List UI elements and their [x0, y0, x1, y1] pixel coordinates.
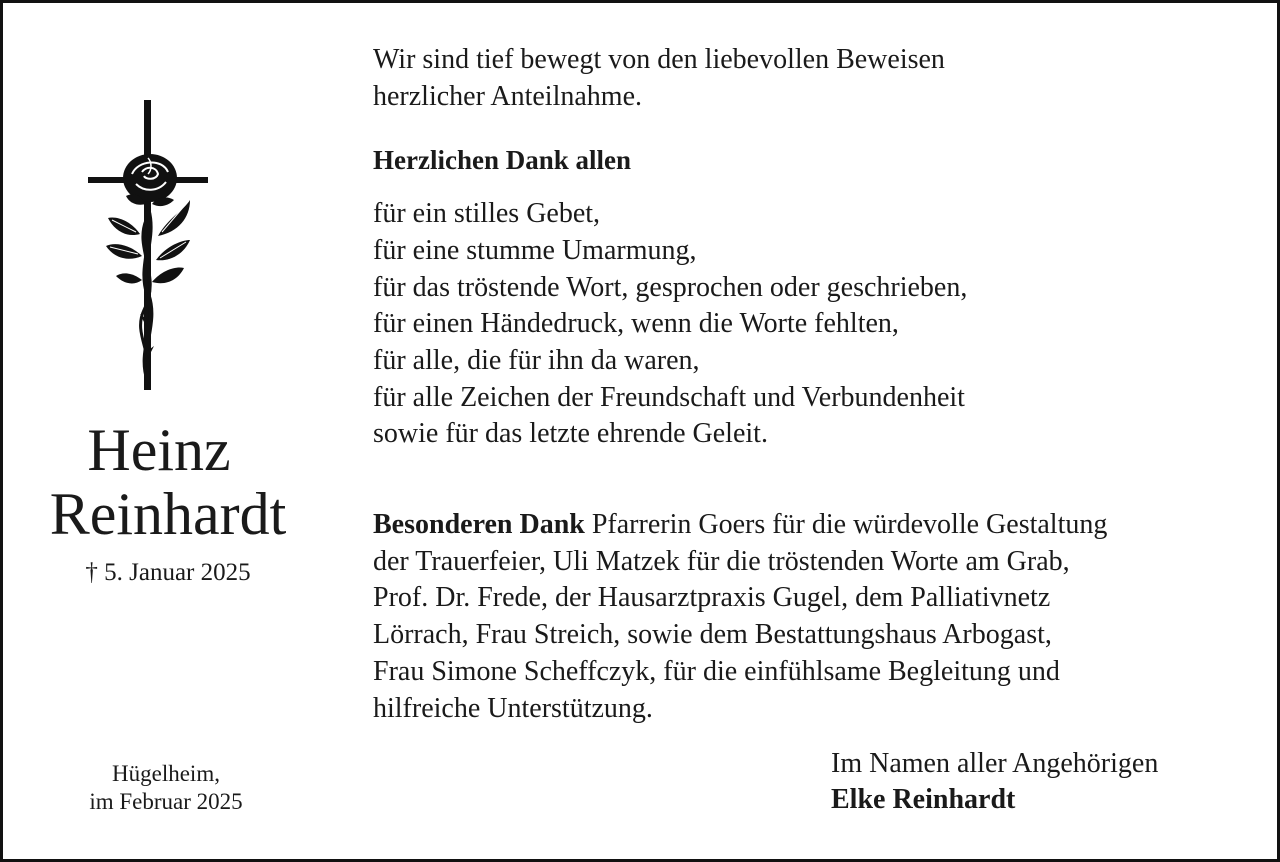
- signer-name: Elke Reinhardt: [831, 784, 1016, 815]
- thanks-line: für alle Zeichen der Freundschaft und Verbundenheit: [373, 381, 965, 413]
- thanks-line: für das tröstende Wort, gesprochen oder geschrieben,: [373, 271, 968, 303]
- cross-with-rose-icon: [86, 100, 212, 392]
- thanks-line: sowie für das letzte ehrende Geleit.: [373, 418, 768, 450]
- date-line: im Februar 2025: [89, 789, 243, 814]
- thanks-line: für alle, die für ihn da waren,: [373, 344, 700, 376]
- death-date: † 5. Januar 2025: [85, 559, 251, 586]
- thanks-line: für eine stumme Umarmung,: [373, 234, 697, 266]
- special-thanks-line: Prof. Dr. Frede, der Hausarztpraxis Gugel, dem Palliativnetz: [373, 582, 1051, 614]
- thanks-line: für einen Händedruck, wenn die Worte fehlten,: [373, 308, 899, 340]
- signoff-line: Im Namen aller Angehörigen: [831, 748, 1159, 779]
- deceased-first-name: Heinz: [87, 417, 231, 483]
- intro-paragraph: [373, 42, 1253, 115]
- special-thanks-line: der Trauerfeier, Uli Matzek für die tröstenden Worte am Grab,: [373, 545, 1070, 577]
- deceased-last-name: Reinhardt: [49, 481, 287, 547]
- special-thanks-line: hilfreiche Unterstützung.: [373, 692, 653, 724]
- thanks-line: für ein stilles Gebet,: [373, 198, 601, 230]
- place-and-date: [66, 760, 266, 816]
- thanks-list: [373, 196, 1253, 453]
- special-thanks-paragraph: [373, 507, 1253, 727]
- special-thanks-label: Besonderen Dank: [373, 509, 585, 541]
- intro-line-1: Wir sind tief bewegt von den liebevollen Beweisen: [373, 44, 945, 75]
- signoff: [831, 746, 1158, 818]
- place-line: Hügelheim,: [112, 761, 220, 786]
- special-thanks-line: Lörrach, Frau Streich, sowie dem Bestattungshaus Arbogast,: [373, 619, 1052, 651]
- special-thanks-text: Pfarrerin Goers für die würdevolle Gestaltung: [584, 509, 1108, 541]
- special-thanks-line: Frau Simone Scheffczyk, für die einfühlsame Begleitung und: [373, 655, 1060, 687]
- thanks-heading: Herzlichen Dank allen: [373, 145, 631, 176]
- intro-line-2: herzlicher Anteilnahme.: [373, 80, 642, 112]
- notice-body: [373, 42, 1253, 727]
